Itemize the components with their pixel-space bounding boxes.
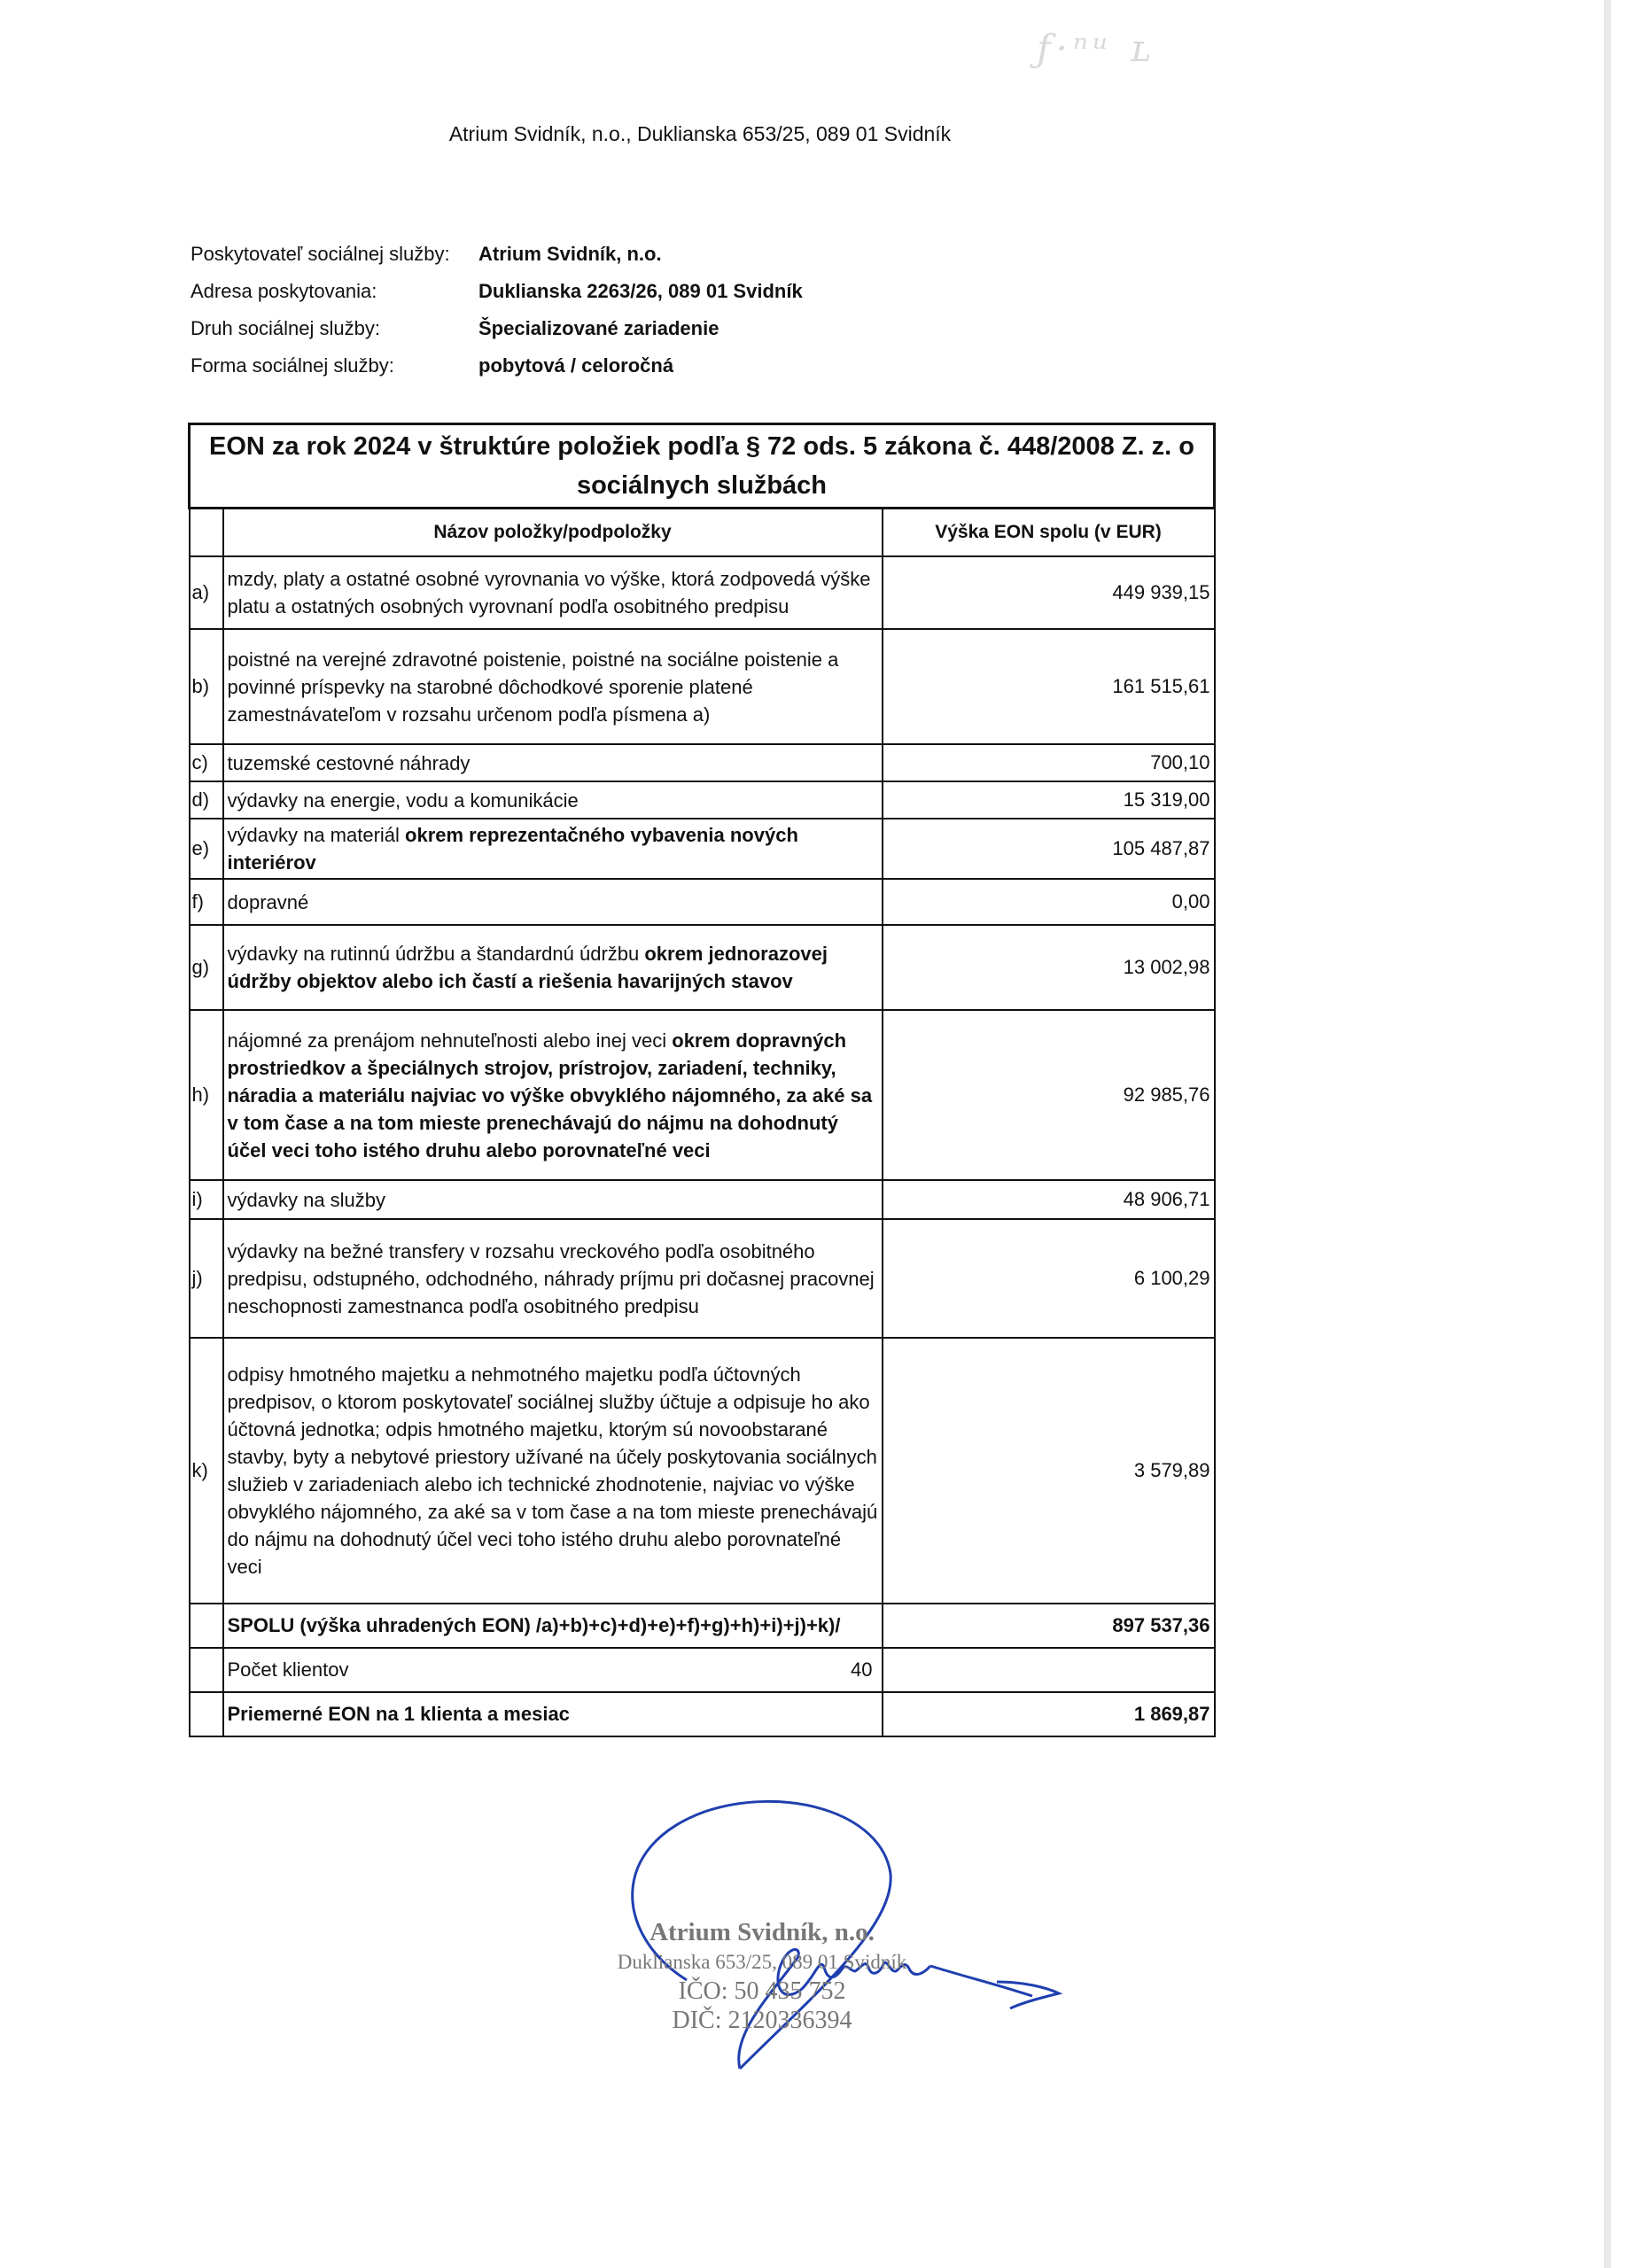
clients-label — [223, 1648, 883, 1692]
row-amount: 15 319,00 — [883, 781, 1215, 819]
info-value: Atrium Svidník, n.o. — [478, 243, 662, 265]
total-label: SPOLU (výška uhradených EON) /a)+b)+c)+d)+e)+f)+g)+h)+i)+j)+k)/ — [223, 1604, 883, 1648]
row-amount: 161 515,61 — [883, 629, 1215, 744]
table-row — [190, 1219, 1215, 1338]
row-letter — [190, 1648, 223, 1692]
clients-empty-cell — [883, 1648, 1215, 1692]
row-text-bold: okrem jednorazovej údržby objektov alebo ich častí a riešenia havarijných stavov — [227, 943, 828, 992]
average-value: 1 869,87 — [883, 1692, 1215, 1736]
row-amount: 48 906,71 — [883, 1180, 1215, 1219]
row-letter: c) — [190, 744, 223, 781]
info-label: Poskytovateľ sociálnej služby: — [191, 243, 450, 265]
row-item-name — [223, 925, 883, 1010]
row-amount: 92 985,76 — [883, 1010, 1215, 1180]
stamp-address: Duklianska 653/25, 089 01 Svidník — [617, 1951, 907, 1973]
row-amount: 449 939,15 — [883, 556, 1215, 629]
provider-info-block — [191, 236, 803, 384]
info-label: Forma sociálnej služby: — [191, 354, 394, 377]
row-text: tuzemské cestovné náhrady — [227, 751, 471, 774]
row-text: odpisy hmotného majetku a nehmotného majetku podľa účtovných predpisov, o ktorom poskytovateľ sociálnej služby účtuje a odpisuje ho ako účtovná jednotka; odpis hmotného majetku, ktorým sú novoobstarané stavby, byty a nebytové priestory užívané na účely poskytovania sociálnych služieb v zariadeniach alebo ich technické zhodnotenie, najviac vo výške obvyklého nájomného, za aké sa v tom čase a na tom mieste prenechávajú do nájmu na dohodnutý účel veci toho istého druhu alebo porovnateľné veci — [227, 1363, 878, 1578]
row-letter: b) — [190, 629, 223, 744]
table-row — [190, 629, 1215, 744]
table-header-row — [190, 509, 1215, 557]
row-text: dopravné — [227, 890, 309, 913]
row-text: výdavky na bežné transfery v rozsahu vreckového podľa osobitného predpisu, odstupného, odchodného, náhrady príjmu pri dočasnej pracovnej neschopnosti zamestnanca podľa osobitného predpisu — [227, 1239, 875, 1317]
table-row — [190, 819, 1215, 879]
stamp-ico: IČO: 50 435 752 — [678, 1977, 846, 2005]
organization-stamp — [603, 1918, 922, 2035]
info-row-form — [191, 347, 803, 384]
row-letter: a) — [190, 556, 223, 629]
table-row — [190, 1010, 1215, 1180]
info-value: pobytová / celoročná — [478, 354, 674, 377]
row-text-bold: okrem reprezentačného vybavenia nových interiérov — [227, 824, 798, 874]
row-letter: i) — [190, 1180, 223, 1219]
row-amount: 3 579,89 — [883, 1338, 1215, 1604]
info-row-type — [191, 310, 803, 347]
row-text: výdavky na materiál — [227, 824, 406, 846]
info-row-provider — [191, 236, 803, 273]
row-letter — [190, 1692, 223, 1736]
row-letter: h) — [190, 1010, 223, 1180]
stamp-dic: DIČ: 2120336394 — [672, 2007, 852, 2034]
total-row — [190, 1604, 1215, 1648]
row-item-name — [223, 556, 883, 629]
faint-handwritten-mark: ƒ·ⁿᵘ ʟ — [1037, 27, 1156, 70]
row-letter: g) — [190, 925, 223, 1010]
table-row — [190, 1338, 1215, 1604]
table-row — [190, 925, 1215, 1010]
clients-row — [190, 1648, 1215, 1692]
clients-value: 40 — [851, 1658, 873, 1681]
row-item-name — [223, 1338, 883, 1604]
row-letter — [190, 1604, 223, 1648]
table-row — [190, 879, 1215, 925]
row-item-name — [223, 819, 883, 879]
header-letter-cell — [190, 509, 223, 557]
row-letter: e) — [190, 819, 223, 879]
eon-table — [188, 423, 1216, 1737]
row-item-name — [223, 1219, 883, 1338]
row-item-name — [223, 781, 883, 819]
info-label: Druh sociálnej služby: — [191, 317, 380, 339]
row-amount: 105 487,87 — [883, 819, 1215, 879]
row-text-bold: okrem dopravných prostriedkov a špeciálnych strojov, prístrojov, zariadení, techniky, náradia a materiálu najviac vo výške obvyklého nájomného, za aké sa v tom čase a na tom mieste prenechávajú do nájmu na dohodnutý účel veci toho istého druhu alebo porovnateľné veci — [227, 1029, 873, 1161]
info-value: Duklianska 2263/26, 089 01 Svidník — [478, 280, 803, 302]
row-letter: k) — [190, 1338, 223, 1604]
total-value: 897 537,36 — [883, 1604, 1215, 1648]
info-label: Adresa poskytovania: — [191, 280, 377, 302]
row-amount: 13 002,98 — [883, 925, 1215, 1010]
header-amount: Výška EON spolu (v EUR) — [883, 509, 1215, 557]
document-header-address: Atrium Svidník, n.o., Duklianska 653/25, 089 01 Svidník — [448, 122, 952, 145]
average-label: Priemerné EON na 1 klienta a mesiac — [223, 1692, 883, 1736]
table-row — [190, 744, 1215, 781]
clients-label-text: Počet klientov — [227, 1658, 349, 1681]
row-text: poistné na verejné zdravotné poistenie, poistné na sociálne poistenie a povinné príspevky na starobné dôchodkové sporenie platené zamestnávateľom v rozsahu určenom podľa písmena a) — [227, 648, 839, 726]
table-title: EON za rok 2024 v štruktúre položiek podľa § 72 ods. 5 zákona č. 448/2008 Z. z. o sociálnych službách — [190, 424, 1215, 509]
info-value: Špecializované zariadenie — [478, 317, 719, 339]
row-letter: f) — [190, 879, 223, 925]
row-text: výdavky na energie, vodu a komunikácie — [227, 788, 579, 812]
row-item-name — [223, 879, 883, 925]
row-item-name — [223, 629, 883, 744]
row-amount: 0,00 — [883, 879, 1215, 925]
row-item-name — [223, 1180, 883, 1219]
stamp-name: Atrium Svidník, n.o. — [649, 1918, 875, 1946]
table-row — [190, 556, 1215, 629]
average-row — [190, 1692, 1215, 1736]
row-letter: d) — [190, 781, 223, 819]
row-letter: j) — [190, 1219, 223, 1338]
row-text: výdavky na rutinnú údržbu a štandardnú údržbu — [227, 943, 645, 965]
row-text: výdavky na služby — [227, 1188, 386, 1211]
row-amount: 6 100,29 — [883, 1219, 1215, 1338]
row-amount: 700,10 — [883, 744, 1215, 781]
info-row-address — [191, 273, 803, 310]
table-row — [190, 1180, 1215, 1219]
table-row — [190, 781, 1215, 819]
row-text: nájomné za prenájom nehnuteľnosti alebo inej veci — [227, 1029, 673, 1052]
header-item-name: Názov položky/podpoložky — [223, 509, 883, 557]
row-item-name — [223, 1010, 883, 1180]
row-text: mzdy, platy a ostatné osobné vyrovnania vo výške, ktorá zodpovedá výške platu a ostatných osobných vyrovnaní podľa osobitného predpisu — [227, 568, 871, 617]
row-item-name — [223, 744, 883, 781]
